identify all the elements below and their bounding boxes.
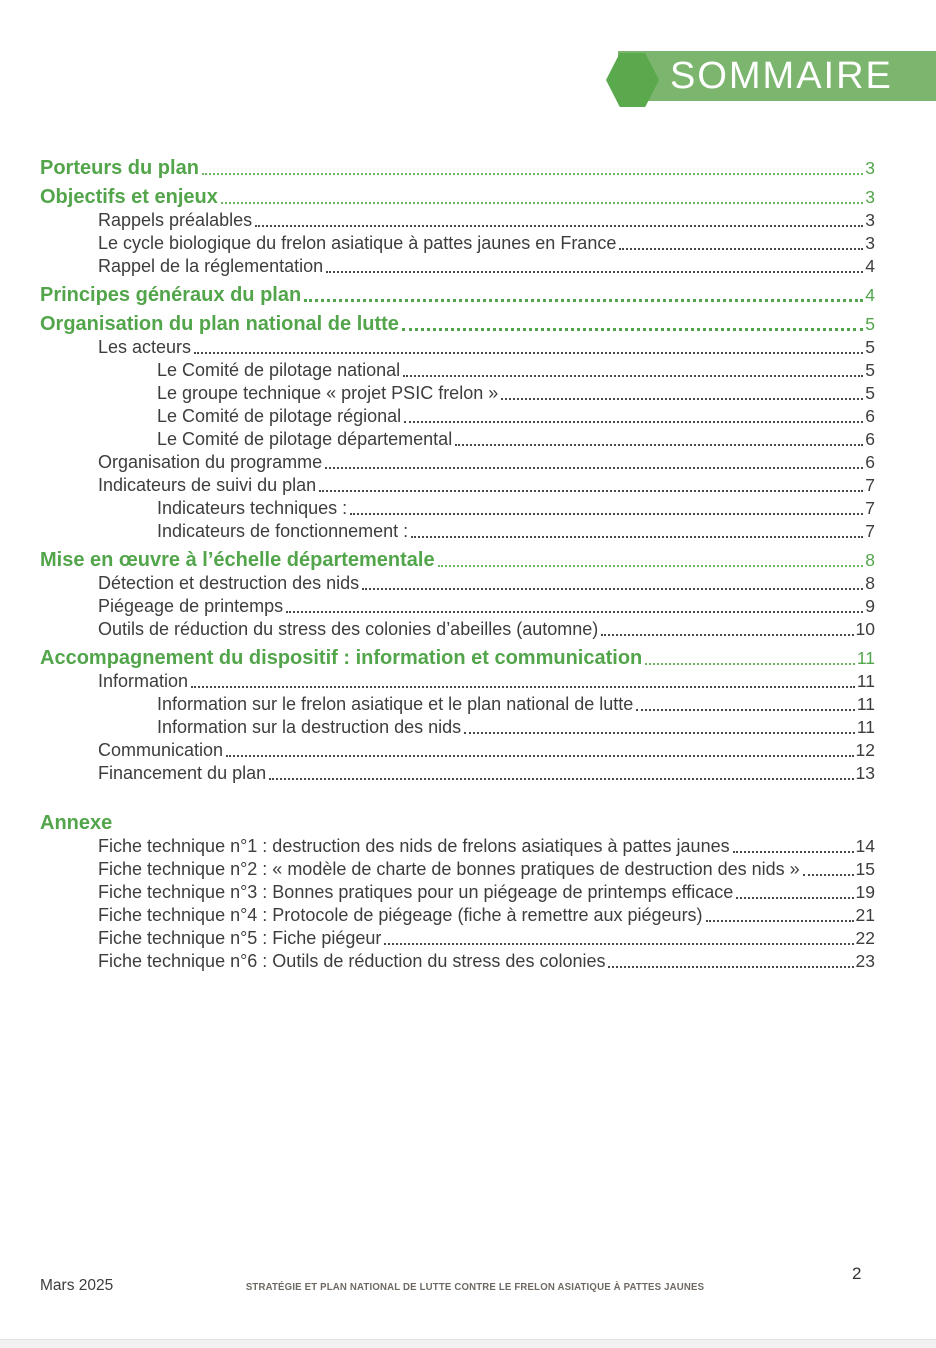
toc-entry-label: Information sur la destruction des nids [157,717,462,737]
toc-entry-label: Le Comité de pilotage national [157,360,401,380]
dotted-leader [255,225,863,227]
dotted-leader [269,778,853,780]
toc-entry-label: Le Comité de pilotage régional [157,406,402,426]
dotted-leader [455,444,863,446]
toc-page-number: 3 [865,233,875,253]
dotted-leader [601,634,853,636]
toc-row[interactable] [40,594,875,617]
dotted-leader [645,663,855,665]
dotted-leader [608,966,853,968]
dotted-leader [304,299,863,302]
toc-row[interactable] [40,404,875,427]
toc-page-number: 5 [865,337,875,357]
toc-entry-label: Piégeage de printemps [98,596,284,616]
dotted-leader [194,352,863,354]
toc-entry-label: Fiche technique n°4 : Protocole de piégeage (fiche à remettre aux piégeurs) [98,905,703,925]
toc-entry-label: Outils de réduction du stress des colonies d’abeilles (automne) [98,619,599,639]
toc-page-number: 7 [865,475,875,495]
toc-row[interactable] [40,427,875,450]
toc-row[interactable] [40,358,875,381]
toc-row[interactable] [40,857,875,880]
dotted-leader [733,851,854,853]
toc-entry-label: Fiche technique n°5 : Fiche piégeur [98,928,382,948]
toc-page-number: 19 [855,882,875,902]
toc-row[interactable] [40,546,875,571]
toc-entry-label: Fiche technique n°6 : Outils de réduction du stress des colonies [98,951,606,971]
toc-page-number: 5 [865,383,875,403]
toc-entry-label: Indicateurs de suivi du plan [98,475,317,495]
toc-row[interactable] [40,761,875,784]
toc-page-number: 6 [865,406,875,426]
toc-page-number: 21 [855,905,875,925]
toc-entry-label: Le Comité de pilotage départemental [157,429,453,449]
dotted-leader [319,490,863,492]
toc-entry-label: Mise en œuvre à l’échelle départementale [40,549,435,571]
toc [40,150,875,972]
dotted-leader [384,943,853,945]
toc-entry-label: Porteurs du plan [40,157,199,179]
toc-entry-label: Organisation du plan national de lutte [40,313,399,335]
toc-row[interactable] [40,310,875,335]
dotted-leader [191,686,855,688]
dotted-leader [619,248,863,250]
toc-row[interactable] [40,450,875,473]
toc-row[interactable] [40,231,875,254]
toc-row[interactable] [40,281,875,306]
toc-row[interactable] [40,183,875,208]
toc-row[interactable] [40,715,875,738]
toc-row[interactable] [40,809,875,834]
toc-page-number: 11 [856,648,875,668]
toc-row[interactable] [40,692,875,715]
footer-date: Mars 2025 [40,1277,114,1294]
toc-row[interactable] [40,519,875,542]
toc-row[interactable] [40,473,875,496]
toc-row[interactable] [40,926,875,949]
toc-page-number: 10 [855,619,875,639]
toc-page-number: 3 [865,187,875,207]
dotted-leader [221,202,863,204]
dotted-leader [325,467,863,469]
toc-entry-label: Information [98,671,189,691]
bottom-strip [0,1339,936,1348]
toc-page-number: 7 [865,498,875,518]
toc-entry-label: Fiche technique n°1 : destruction des nids de frelons asiatiques à pattes jaunes [98,836,730,856]
toc-entry-label: Annexe [40,812,113,834]
toc-row[interactable] [40,571,875,594]
dotted-leader [326,271,863,273]
dotted-leader [411,536,863,538]
toc-entry-label: Rappel de la réglementation [98,256,324,276]
toc-page-number: 6 [865,452,875,472]
toc-row[interactable] [40,644,875,669]
toc-page-number: 9 [865,596,875,616]
toc-page-number: 14 [855,836,875,856]
dotted-leader [202,173,863,175]
toc-page-number: 12 [855,740,875,760]
toc-entry-label: Information sur le frelon asiatique et le plan national de lutte [157,694,634,714]
toc-page-number: 13 [855,763,875,783]
dotted-leader [286,611,863,613]
toc-row[interactable] [40,949,875,972]
toc-entry-label: Les acteurs [98,337,192,357]
toc-page-number: 4 [865,285,875,305]
toc-page-number: 4 [865,256,875,276]
toc-entry-label: Accompagnement du dispositif : information et communication [40,647,643,669]
toc-page-number: 5 [865,314,875,334]
toc-row[interactable] [40,669,875,692]
toc-row[interactable] [40,738,875,761]
banner-title: SOMMAIRE [670,55,893,97]
toc-entry-label: Indicateurs de fonctionnement : [157,521,409,541]
toc-page-number: 8 [865,573,875,593]
dotted-leader [226,755,853,757]
toc-entry-label: Le groupe technique « projet PSIC frelon » [157,383,499,403]
toc-row[interactable] [40,335,875,358]
toc-entry-label: Détection et destruction des nids [98,573,360,593]
toc-page-number: 8 [865,550,875,570]
dotted-leader [706,920,854,922]
dotted-leader [438,565,864,567]
dotted-leader [736,897,853,899]
toc-row[interactable] [40,254,875,277]
toc-page-number: 11 [856,717,875,737]
toc-page-number: 22 [855,928,875,948]
toc-page-number: 3 [865,158,875,178]
toc-page-number: 7 [865,521,875,541]
toc-entry-label: Financement du plan [98,763,267,783]
toc-entry-label: Le cycle biologique du frelon asiatique à pattes jaunes en France [98,233,617,253]
toc-entry-label: Principes généraux du plan [40,284,302,306]
dotted-leader [350,513,863,515]
sommaire-banner [618,51,936,101]
toc-page-number: 15 [855,859,875,879]
dotted-leader [803,874,854,876]
toc-page-number: 11 [856,694,875,714]
dotted-leader [464,732,855,734]
dotted-leader [362,588,863,590]
dotted-leader [404,421,863,423]
dotted-leader [636,709,855,711]
dotted-leader [403,375,863,377]
toc-entry-label: Indicateurs techniques : [157,498,348,518]
toc-row[interactable] [40,834,875,857]
footer-doc-title: STRATÉGIE ET PLAN NATIONAL DE LUTTE CONTRE LE FRELON ASIATIQUE À PATTES JAUNES [245,1282,705,1293]
toc-page-number: 11 [856,671,875,691]
toc-row[interactable] [40,381,875,404]
footer-page-number: 2 [852,1264,862,1283]
toc-entry-label: Communication [98,740,224,760]
toc-page-number: 5 [865,360,875,380]
toc-row[interactable] [40,617,875,640]
toc-page-number: 6 [865,429,875,449]
toc-entry-label: Fiche technique n°2 : « modèle de charte de bonnes pratiques de destruction des nids » [98,859,800,879]
toc-entry-label: Objectifs et enjeux [40,186,218,208]
toc-entry-label: Rappels préalables [98,210,253,230]
toc-row[interactable] [40,208,875,231]
toc-row[interactable] [40,880,875,903]
dotted-leader [501,398,863,400]
toc-page-number: 3 [865,210,875,230]
toc-entry-label: Fiche technique n°3 : Bonnes pratiques pour un piégeage de printemps efficace [98,882,734,902]
toc-row[interactable] [40,496,875,519]
toc-page-number: 23 [855,951,875,971]
toc-row[interactable] [40,903,875,926]
toc-row[interactable] [40,154,875,179]
toc-entry-label: Organisation du programme [98,452,323,472]
dotted-leader [402,328,863,331]
